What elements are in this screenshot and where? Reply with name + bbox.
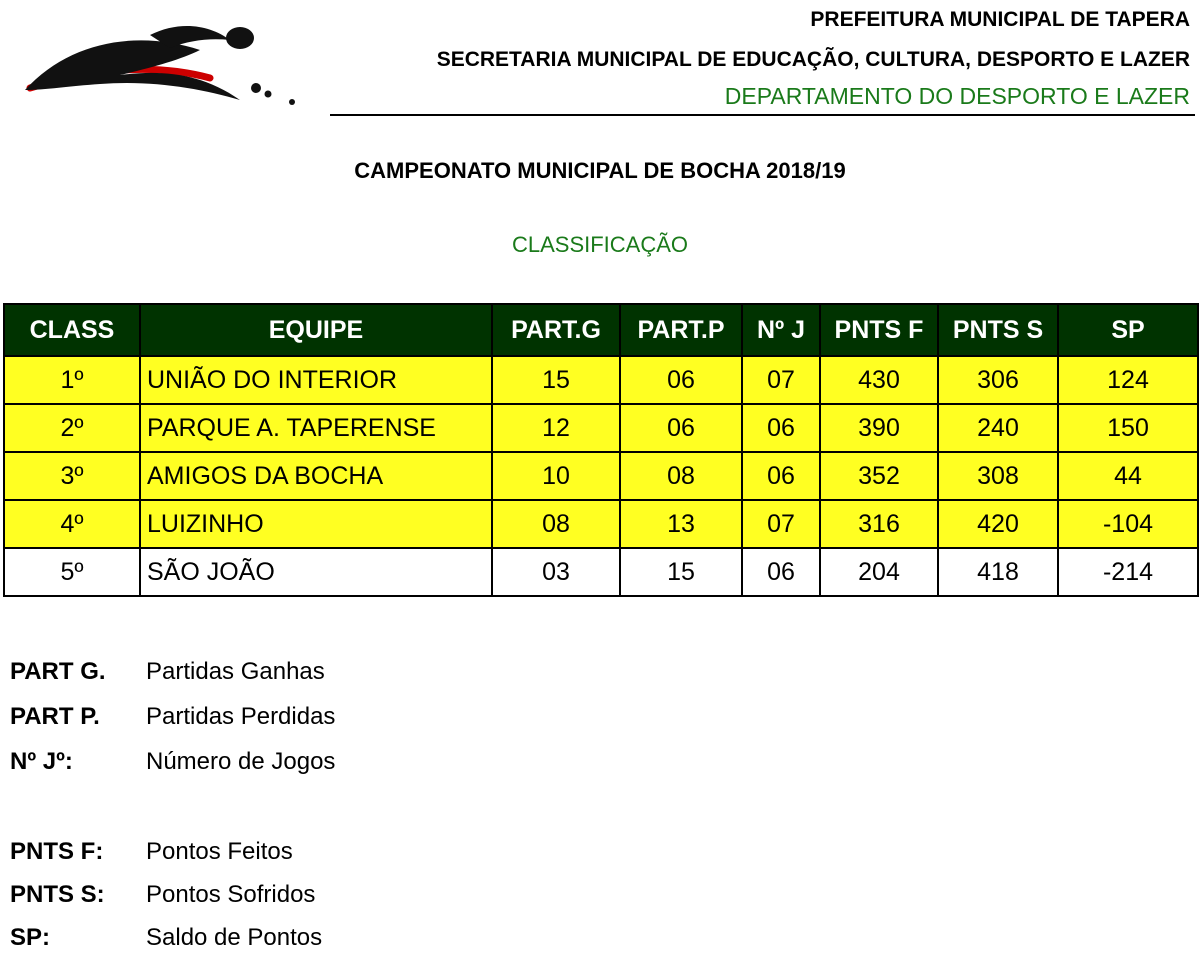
cell-won: 12 (492, 404, 620, 452)
col-header-class: CLASS (4, 304, 140, 356)
cell-balance: 150 (1058, 404, 1198, 452)
cell-lost: 06 (620, 404, 742, 452)
legend-abbr: PNTS S: (10, 881, 105, 908)
header-department: DEPARTAMENTO DO DESPORTO E LAZER (724, 83, 1190, 109)
table-row (4, 356, 1198, 404)
legend-item (10, 875, 315, 915)
cell-points-against: 418 (938, 548, 1058, 596)
col-header-balance: SP (1058, 304, 1198, 356)
cell-games: 07 (742, 500, 820, 548)
cell-games: 07 (742, 356, 820, 404)
col-header-team: EQUIPE (140, 304, 492, 356)
cell-team: SÃO JOÃO (140, 548, 492, 596)
col-header-lost: PART.P (620, 304, 742, 356)
cell-lost: 06 (620, 356, 742, 404)
legend-item (10, 652, 325, 692)
header-divider (330, 114, 1195, 116)
table-row (4, 452, 1198, 500)
cell-team: PARQUE A. TAPERENSE (140, 404, 492, 452)
page-title: CAMPEONATO MUNICIPAL DE BOCHA 2018/19 (354, 158, 846, 183)
cell-won: 10 (492, 452, 620, 500)
cell-points-against: 240 (938, 404, 1058, 452)
cell-points-for: 390 (820, 404, 938, 452)
legend-desc: Número de Jogos (146, 748, 336, 775)
cell-balance: 44 (1058, 452, 1198, 500)
cell-points-against: 306 (938, 356, 1058, 404)
cell-points-for: 204 (820, 548, 938, 596)
cell-games: 06 (742, 452, 820, 500)
cell-class: 4º (4, 500, 140, 548)
cell-class: 2º (4, 404, 140, 452)
legend-item (10, 918, 322, 958)
cell-team: AMIGOS DA BOCHA (140, 452, 492, 500)
cell-class: 3º (4, 452, 140, 500)
header-secretariat: SECRETARIA MUNICIPAL DE EDUCAÇÃO, CULTURA, DESPORTO E LAZER (436, 48, 1190, 71)
cell-team: LUIZINHO (140, 500, 492, 548)
legend-desc: Partidas Perdidas (146, 703, 336, 730)
cell-points-for: 352 (820, 452, 938, 500)
legend-desc: Pontos Sofridos (146, 881, 316, 908)
cell-lost: 13 (620, 500, 742, 548)
cell-games: 06 (742, 548, 820, 596)
cell-team: UNIÃO DO INTERIOR (140, 356, 492, 404)
header-municipality: PREFEITURA MUNICIPAL DE TAPERA (810, 8, 1190, 31)
table-row (4, 500, 1198, 548)
legend-item (10, 697, 335, 737)
cell-points-for: 316 (820, 500, 938, 548)
cell-games: 06 (742, 404, 820, 452)
legend-abbr: PNTS F: (10, 838, 104, 865)
legend-abbr: PART G. (10, 658, 106, 685)
legend-abbr: Nº Jº: (10, 748, 73, 775)
cell-lost: 08 (620, 452, 742, 500)
table-row (4, 548, 1198, 596)
col-header-points-for: PNTS F (820, 304, 938, 356)
cell-class: 5º (4, 548, 140, 596)
bocce-player-logo (0, 0, 330, 140)
bocce-player-icon (0, 0, 330, 140)
legend-abbr: SP: (10, 924, 51, 951)
col-header-games: Nº J (742, 304, 820, 356)
cell-balance: -214 (1058, 548, 1198, 596)
legend-desc: Pontos Feitos (146, 838, 293, 865)
cell-balance: -104 (1058, 500, 1198, 548)
cell-points-against: 308 (938, 452, 1058, 500)
cell-won: 03 (492, 548, 620, 596)
standings-table (3, 303, 1199, 597)
legend-desc: Partidas Ganhas (146, 658, 325, 685)
legend-item (10, 832, 293, 872)
col-header-won: PART.G (492, 304, 620, 356)
cell-won: 08 (492, 500, 620, 548)
legend-desc: Saldo de Pontos (146, 924, 323, 951)
cell-balance: 124 (1058, 356, 1198, 404)
table-row (4, 404, 1198, 452)
cell-won: 15 (492, 356, 620, 404)
table-header-row (4, 304, 1198, 356)
legend-item (10, 742, 335, 782)
cell-class: 1º (4, 356, 140, 404)
cell-lost: 15 (620, 548, 742, 596)
col-header-points-against: PNTS S (938, 304, 1058, 356)
cell-points-for: 430 (820, 356, 938, 404)
page-subtitle: CLASSIFICAÇÃO (511, 232, 689, 257)
legend-abbr: PART P. (10, 703, 100, 730)
cell-points-against: 420 (938, 500, 1058, 548)
